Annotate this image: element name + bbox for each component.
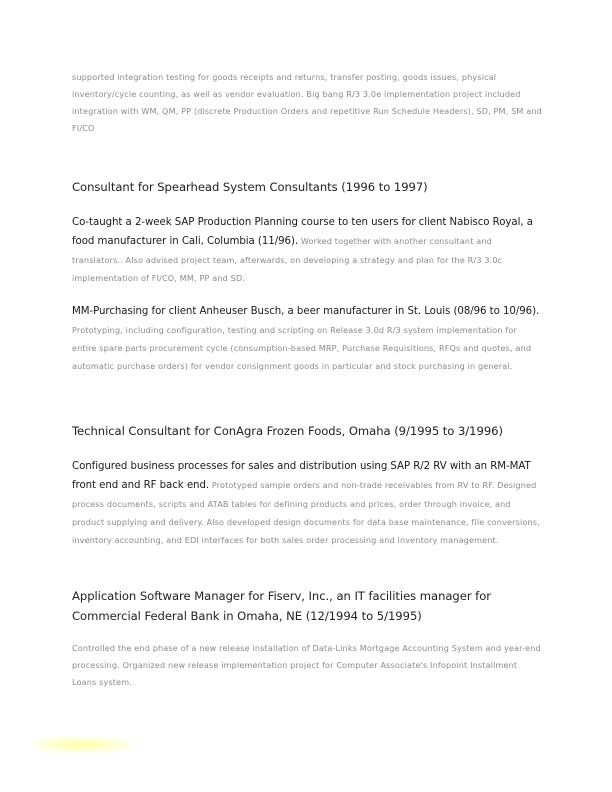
entry-conagra — [72, 457, 542, 549]
section-heading: Application Software Manager for Fiserv, Inc., an IT facilities manager for Commercial Federal Bank in Omaha, NE (12/1994 to 5/1995) — [72, 589, 491, 623]
entry-lead: Configured business processes for sales and distribution using SAP R/2 RV with an RM-MAT front end and RF back end. — [72, 461, 531, 491]
section-heading: Technical Consultant for ConAgra Frozen Foods, Omaha (9/1995 to 3/1996) — [72, 424, 503, 438]
entry-paragraph — [72, 302, 542, 375]
entry-paragraph — [72, 457, 542, 549]
entry-paragraph — [72, 213, 542, 287]
entry-detail: Worked together with another consultant and translators.. Also advised project team, afterwards, on developing a strategy and plan for the R/3 3.0c implementation of FI/CO, MM, PP and SD. — [72, 236, 503, 283]
highlight-smudge — [34, 738, 130, 752]
entry-nabisco — [72, 213, 542, 287]
intro-paragraph: supported integration testing for goods receipts and returns, transfer posting, goods issues, physical inventory/cycle counting, as well as vendor evaluation. Big bang R/3 3.0e implementation project included integration with WM, QM, PP (discrete Production Orders and repetitive Run Schedule Headers), SD, PM, SM and FI/CO — [72, 72, 542, 133]
section-spearhead — [72, 177, 542, 197]
entry-anheuser-busch — [72, 302, 542, 375]
entry-detail: Controlled the end phase of a new release installation of Data-Links Mortgage Accounting System and year-end processing. Organized new release implementation project for Computer Associate's Infopoint Installment Loans system. — [72, 643, 541, 687]
section-fiserv — [72, 586, 512, 626]
entry-detail: Prototyping, including configuration, testing and scripting on Release 3.0d R/3 system implementation for entire spare parts procurement cycle (consumption-based MRP, Purchase Requisitions, RFQs and quotes, and automatic purchase orders) for vendor consignment goods in particular and stock purchasing in general. — [72, 325, 532, 371]
entry-lead: Co-taught a 2-week SAP Production Planning course to ten users for client Nabisco Royal, a food manufacturer in Cali, Columbia (11/96). — [72, 217, 533, 247]
section-conagra — [72, 421, 542, 441]
section-heading: Consultant for Spearhead System Consultants (1996 to 1997) — [72, 180, 428, 194]
entry-fiserv — [72, 640, 542, 691]
entry-lead: MM-Purchasing for client Anheuser Busch, a beer manufacturer in St. Louis (08/96 to 10/96). — [72, 306, 540, 317]
intro-block — [72, 69, 542, 137]
entry-detail: Prototyped sample orders and non-trade receivables from RV to RF. Designed process documents, scripts and ATAB tables for defining products and prices, order through invoice, and product supplying and delivery. Also developed design documents for data base maintenance, file conversions, inventory accounting, and EDI interfaces for both sales order processing and inventory management. — [72, 480, 540, 545]
